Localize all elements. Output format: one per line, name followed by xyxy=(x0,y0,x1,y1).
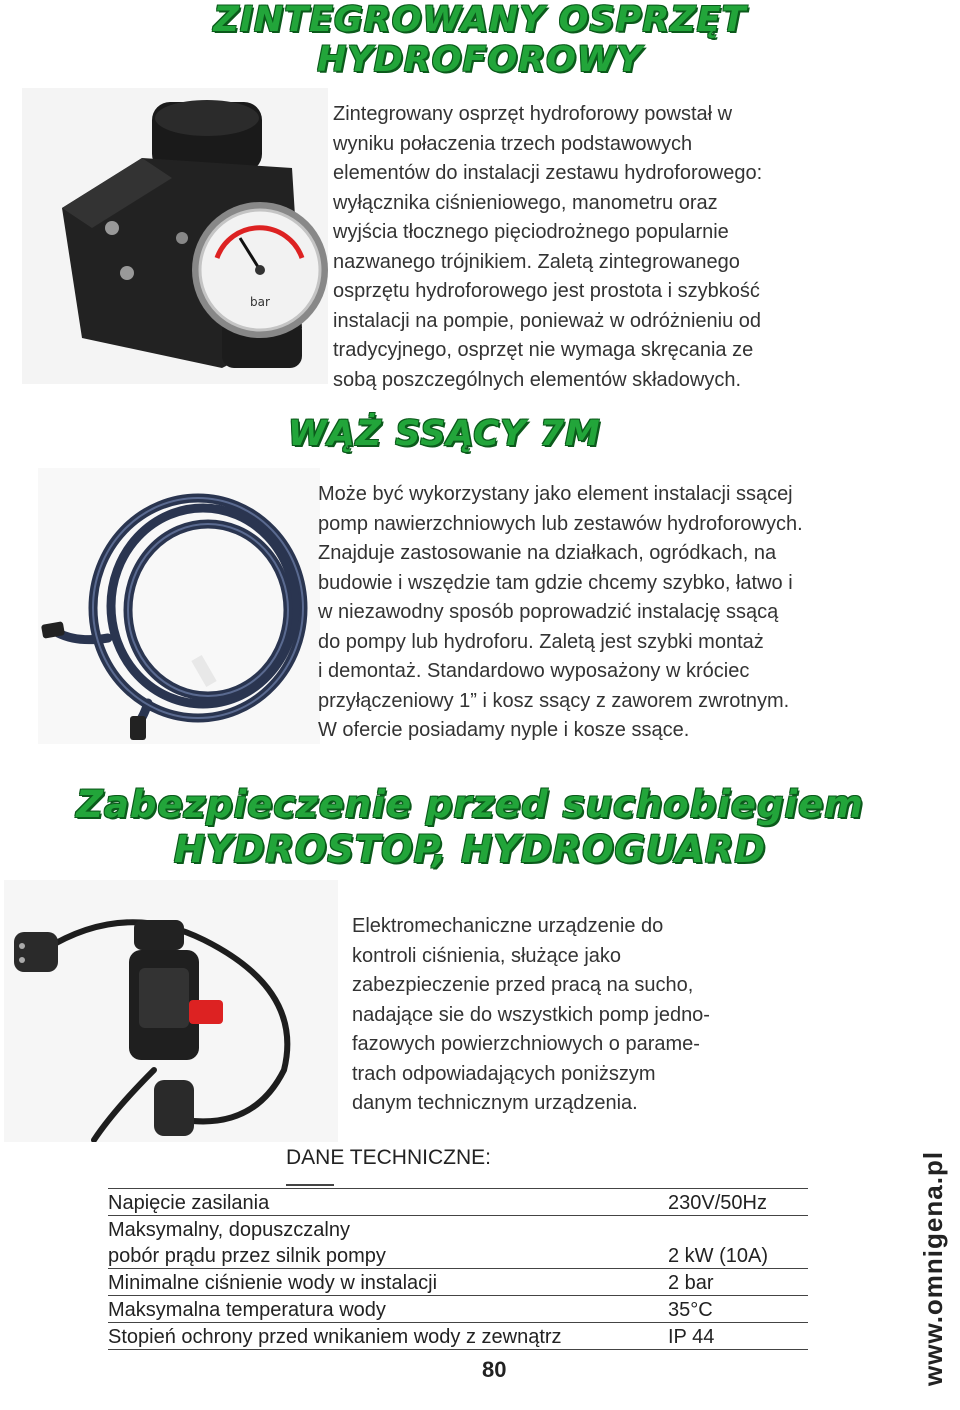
section1-line: instalacji na pompie, ponieważ w odróżnieniu od xyxy=(333,309,762,332)
specs-value: 230V/50Hz xyxy=(668,1189,808,1216)
section1-line: nazwanego trójnikiem. Zaletą zintegrowanego xyxy=(333,250,740,273)
section1-title xyxy=(160,0,800,81)
section1-title-line2: HYDROFOROWY xyxy=(317,40,643,81)
specs-label: Napięcie zasilania xyxy=(108,1189,668,1216)
specs-table xyxy=(108,1188,808,1350)
section1-line: wyniku połaczenia trzech podstawowych xyxy=(333,132,693,155)
specs-row xyxy=(108,1189,808,1216)
section2-line: Znajduje zastosowanie na działkach, ogródkach, na xyxy=(318,542,777,564)
section3-title-line2: HYDROSTOP, HYDROGUARD xyxy=(173,828,767,871)
specs-label: Stopień ochrony przed wnikaniem wody z zewnątrz xyxy=(108,1323,668,1350)
specs-value: IP 44 xyxy=(668,1323,808,1350)
section2-line: i demontaż. Standardowo wyposażony w króciec xyxy=(318,660,750,682)
section3-line: kontroli ciśnienia, służące jako xyxy=(352,944,622,967)
specs-row xyxy=(108,1216,808,1243)
section3-line: trach odpowiadających poniższym xyxy=(352,1062,656,1085)
specs-label: pobór prądu przez silnik pompy xyxy=(108,1245,386,1267)
section3-line: fazowych powierzchniowych o parame- xyxy=(352,1033,700,1055)
section2-line: budowie i wszędzie tam gdzie chcemy szybko, łatwo i xyxy=(318,571,793,594)
specs-row xyxy=(108,1323,808,1350)
section3-line: nadające sie do wszystkich pomp jedno- xyxy=(352,1003,710,1026)
svg-text:bar: bar xyxy=(250,295,270,309)
specs-label: Minimalne ciśnienie wody w instalacji xyxy=(108,1269,668,1296)
section3-line: danym technicznym urządzenia. xyxy=(352,1092,638,1114)
section2-line: do pompy lub hydroforu. Zaletą jest szybki montaż xyxy=(318,630,764,653)
specs-value: 2 bar xyxy=(668,1269,808,1296)
section2-description xyxy=(318,480,943,746)
specs-label: Maksymalna temperatura wody xyxy=(108,1296,668,1323)
website-url: www.omnigena.pl xyxy=(918,1150,948,1386)
section3-line: Elektromechaniczne urządzenie do xyxy=(352,915,664,937)
pressure-switch-image xyxy=(22,88,328,384)
section1-line: sobą poszczególnych elementów składowych. xyxy=(333,368,741,391)
page-number: 80 xyxy=(482,1357,507,1382)
section2-line: w niezawodny sposób poprowadzić instalację ssącą xyxy=(318,601,779,623)
section1-line: elementów do instalacji zestawu hydroforowego: xyxy=(333,162,763,184)
section1-line: Zintegrowany osprzęt hydroforowy powstał w xyxy=(333,103,733,125)
suction-hose-image xyxy=(38,468,320,744)
section1-title-line1: ZINTEGROWANY OSPRZĘT xyxy=(213,0,747,40)
specs-value: 35°C xyxy=(668,1296,808,1323)
section1-description xyxy=(333,100,943,395)
specs-row xyxy=(108,1269,808,1296)
section3-title xyxy=(40,782,900,872)
section1-line: osprzętu hydroforowego jest prostota i szybkość xyxy=(333,280,760,302)
section3-description xyxy=(352,912,912,1119)
specs-row xyxy=(108,1296,808,1323)
section2-line: przyłączeniowy 1” i kosz ssący z zaworem zwrotnym. xyxy=(318,689,790,712)
specs-heading-underline xyxy=(286,1184,334,1186)
specs-value xyxy=(668,1216,808,1243)
section1-line: tradycyjnego, osprzęt nie wymaga skręcania ze xyxy=(333,339,754,361)
section2-line: Może być wykorzystany jako element instalacji ssącej xyxy=(318,483,793,505)
section1-line: wyjścia tłocznego pięciodrożnego popularnie xyxy=(333,221,729,243)
section1-line: wyłącznika ciśnieniowego, manometru oraz xyxy=(333,191,718,214)
specs-heading: DANE TECHNICZNE: xyxy=(286,1146,491,1169)
section2-line: W ofercie posiadamy nyple i kosze ssące. xyxy=(318,719,690,741)
section2-line: pomp nawierzchniowych lub zestawów hydroforowych. xyxy=(318,512,803,535)
specs-value: 2 kW (10A) xyxy=(668,1245,769,1267)
specs-label: Maksymalny, dopuszczalny xyxy=(108,1216,668,1243)
section3-line: zabezpieczenie przed pracą na sucho, xyxy=(352,974,694,996)
section3-title-line1: Zabezpieczenie przed suchobiegiem xyxy=(76,783,864,826)
section2-title: WĄŻ SSĄCY 7M xyxy=(288,414,601,454)
specs-row xyxy=(108,1242,808,1269)
hydrostop-device-image xyxy=(4,880,338,1142)
